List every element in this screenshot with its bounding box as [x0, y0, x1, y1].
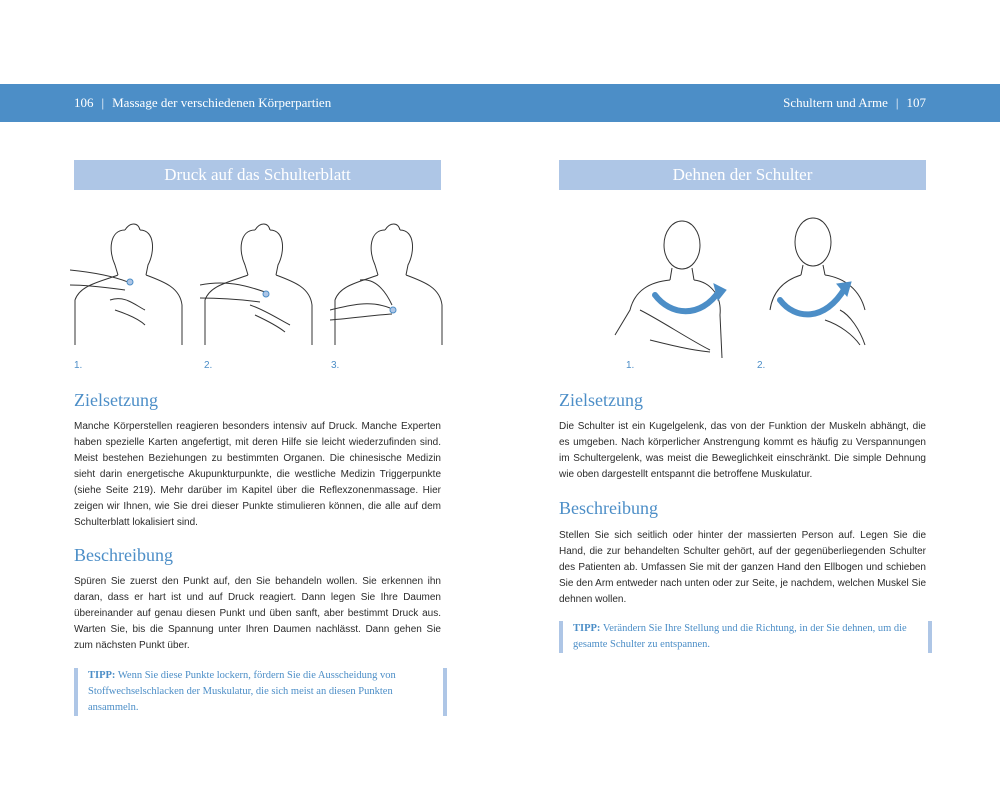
illustration-back-pressure-1 [70, 210, 185, 350]
left-description-heading: Beschreibung [74, 545, 173, 565]
right-tip-box [559, 621, 932, 653]
figure-label: 1. [74, 360, 83, 371]
figure-label: 3. [331, 360, 340, 371]
tip-text: Verändern Sie Ihre Stellung und die Richtung, in der Sie dehnen, um die gesamte Schulter zu entspannen. [573, 623, 907, 650]
figure-label: 2. [757, 360, 766, 371]
right-section-title: Dehnen der Schulter [559, 160, 926, 190]
left-section-title: Druck auf das Schulterblatt [74, 160, 441, 190]
illustration-back-pressure-2 [200, 210, 315, 350]
header-separator: | [895, 95, 899, 110]
left-description-text: Spüren Sie zuerst den Punkt auf, den Sie behandeln wollen. Sie erkennen ihn daran, dass er hart ist und auf Druck reagiert. Dann legen Sie Ihre Daumen übereinander auf genau diesen Punkt und üben sanft, aber bestimmt Druck aus. Warten Sie, bis die Spannung unter Ihren Daumen nachlässt. Dann gehen Sie zum nächsten Punkt über. [74, 576, 441, 651]
right-page-number: 107 [906, 95, 926, 110]
illustration-shoulder-stretch-1 [610, 210, 735, 360]
left-goal-text: Manche Körperstellen reagieren besonders intensiv auf Druck. Manche Experten haben spezielle Karten angefertigt, mit deren Hilfe sie leicht wiederzufinden sind. Meist bestehen Beziehungen zu bestimmten Organen. Die chinesische Medizin sieht darin energetische Akupunkturpunkte, die westliche Medizin Triggerpunkte (siehe Seite 219). Mehr darüber im Kapitel über die Reflexzonenmassage. Hier zeigen wir Ihnen, wie Sie drei dieser Punkte stimulieren können, die alle auf dem Schulterblatt lokalisiert sind. [74, 421, 441, 528]
left-running-header [74, 84, 331, 122]
right-chapter-title: Schultern und Arme [783, 95, 888, 110]
tip-text: Wenn Sie diese Punkte lockern, fördern Sie die Ausscheidung von Stoffwechselschlacken der Muskulatur, die sich meist an diesen Punkten ansammeln. [88, 670, 396, 713]
left-chapter-title: Massage der verschiedenen Körperpartien [112, 95, 332, 110]
figure-label: 2. [204, 360, 213, 371]
tip-label: TIPP: [573, 623, 601, 634]
illustration-back-pressure-3 [330, 210, 445, 350]
illustration-shoulder-stretch-2 [765, 210, 875, 360]
header-bar [0, 84, 1000, 122]
right-description-text: Stellen Sie sich seitlich oder hinter der massierten Person auf. Legen Sie die Hand, die zur behandelten Schulter gehört, auf der gegenüberliegenden Schulter des Patienten ab. Umfassen Sie mit der ganzen Hand den Ellbogen und schieben Sie den Arm entweder nach unten oder zur Seite, je nachdem, welchen Muskel Sie dehnen wollen. [559, 530, 926, 605]
left-page-number: 106 [74, 95, 94, 110]
tip-label: TIPP: [88, 670, 116, 681]
header-separator: | [101, 95, 105, 110]
right-description-heading: Beschreibung [559, 498, 658, 518]
figure-label: 1. [626, 360, 635, 371]
left-goal-heading: Zielsetzung [74, 390, 158, 410]
right-goal-heading: Zielsetzung [559, 390, 643, 410]
right-goal-text: Die Schulter ist ein Kugelgelenk, das von der Funktion der Muskeln abhängt, die es umgeben. Nach körperlicher Anstrengung kommt es häufig zu Verspannungen im Schultergelenk, was meist die Beweglichkeit einschränkt. Die simple Dehnung wie oben dargestellt entspannt die betroffene Muskulatur. [559, 421, 926, 480]
left-tip-box [74, 668, 447, 716]
right-running-header [783, 84, 926, 122]
